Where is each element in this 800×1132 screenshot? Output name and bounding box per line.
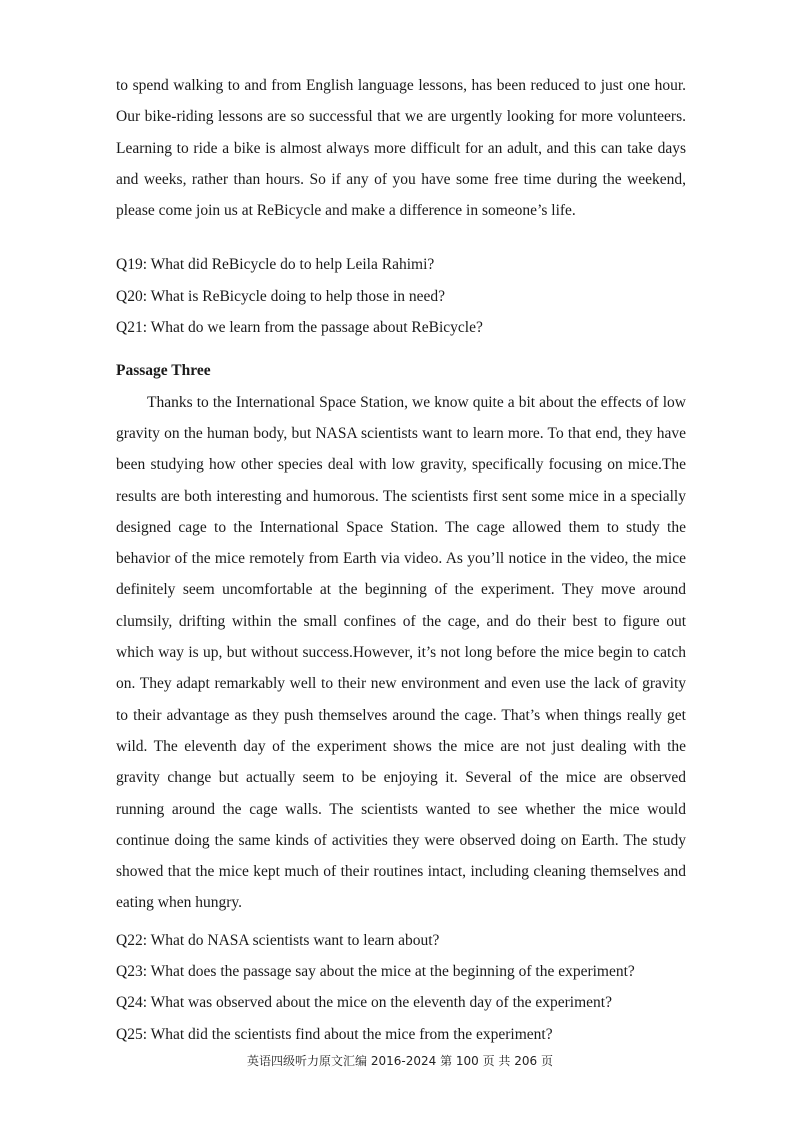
page-footer: 英语四级听力原文汇编 2016-2024 第 100 页 共 206 页 <box>247 1054 553 1068</box>
passage-three-heading: Passage Three <box>116 362 211 380</box>
question-20: Q20: What is ReBicycle doing to help those in need? <box>116 287 446 305</box>
question-list-22-25 <box>116 925 686 1050</box>
question-19: Q19: What did ReBicycle do to help Leila Rahimi? <box>116 256 435 274</box>
passage-three-paragraph: Thanks to the International Space Station, we know quite a bit about the effects of low gravity on the human body, but NASA scientists want to learn more. To that end, they have been studying how other species deal with low gravity, specifically focusing on mice.The results are both interesting and humorous. The scientists first sent some mice in a specially designed cage to the International Space Station. The cage allowed them to study the behavior of the mice remotely from Earth via video. As you’ll notice in the video, the mice definitely seem uncomfortable at the beginning of the experiment. They move around clumsily, drifting within the small confines of the cage, and do their best to figure out which way is up, but without success.However, it’s not long before the mice begin to catch on. They adapt remarkably well to their new environment and even use the lack of gravity to their advantage as they push themselves around the cage. That’s when things really get wild. The eleventh day of the experiment shows the mice are not just dealing with the gravity change but actually seem to be enjoying it. Several of the mice are observed running around the cage walls. The scientists wanted to see whether the mice would continue doing the same kinds of activities they were observed doing on Earth. The study showed that the mice kept much of their routines intact, including cleaning themselves and eating when hungry. <box>116 393 686 912</box>
question-23: Q23: What does the passage say about the mice at the beginning of the experiment? <box>116 963 635 981</box>
question-21: Q21: What do we learn from the passage about ReBicycle? <box>116 319 483 337</box>
document-page <box>116 70 686 1050</box>
question-24: Q24: What was observed about the mice on the eleventh day of the experiment? <box>116 994 612 1012</box>
passage-two-ending-paragraph: to spend walking to and from English language lessons, has been reduced to just one hour. Our bike-riding lessons are so successful that we are urgently looking for more volunteers. Learning to ride a bike is almost always more difficult for an adult, and this can take days and weeks, rather than hours. So if any of you have some free time during the weekend, please come join us at ReBicycle and make a difference in someone’s life. <box>116 77 686 220</box>
question-list-19-21 <box>116 249 686 343</box>
question-25: Q25: What did the scientists find about the mice from the experiment? <box>116 1025 553 1043</box>
question-22: Q22: What do NASA scientists want to learn about? <box>116 931 440 949</box>
